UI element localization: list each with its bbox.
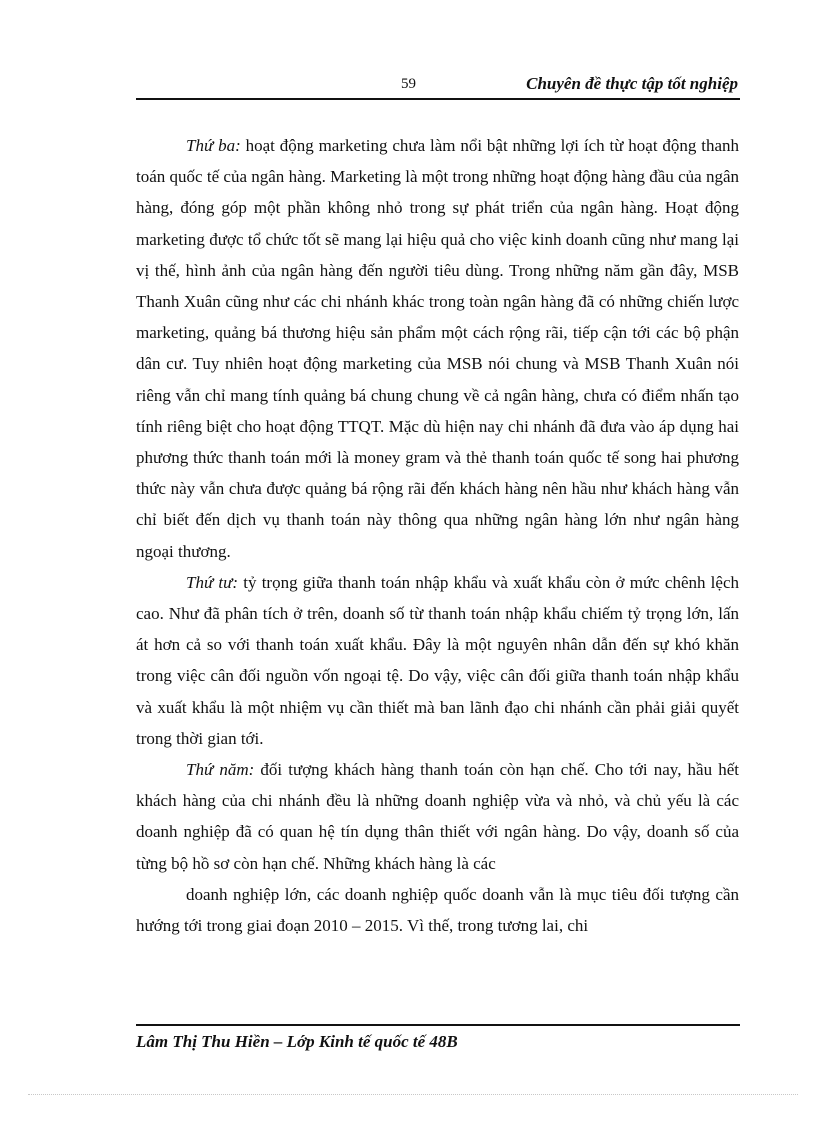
page-bottom-edge	[28, 1094, 798, 1095]
paragraph-text: doanh nghiệp lớn, các doanh nghiệp quốc doanh vẫn là mục tiêu đối tượng cần hướng tới trong giai đoạn 2010 – 2015. Vì thế, trong tương lai, chi	[136, 884, 739, 936]
paragraph-lead: Thứ tư:	[186, 572, 239, 592]
paragraph-lead: Thứ năm:	[186, 760, 255, 780]
page-footer	[136, 1024, 740, 1052]
body-text	[136, 130, 739, 941]
paragraph-thu-ba	[136, 130, 739, 567]
paragraph-text: tỷ trọng giữa thanh toán nhập khẩu và xuất khẩu còn ở mức chênh lệch cao. Như đã phân tích ở trên, doanh số từ thanh toán nhập khẩu chiếm tỷ trọng lớn, lấn át hơn cả so với thanh toán xuất khẩu. Đây là một nguyên nhân dẫn đến sự khó khăn trong việc cân đối nguồn vốn ngoại tệ. Do vậy, việc cân đối giữa thanh toán nhập khẩu và xuất khẩu là một nhiệm vụ cần thiết mà ban lãnh đạo chi nhánh cần phải giải quyết trong thời gian tới.	[136, 572, 739, 748]
paragraph-text: đối tượng khách hàng thanh toán còn hạn chế. Cho tới nay, hầu hết khách hàng của chi nhánh đều là những doanh nghiệp vừa và nhỏ, và chủ yếu là các doanh nghiệp đã có quan hệ tín dụng thân thiết với ngân hàng. Do vậy, doanh số của từng bộ hồ sơ còn hạn chế. Những khách hàng là các	[136, 760, 739, 873]
footer-author: Lâm Thị Thu Hiền – Lớp Kinh tế quốc tế 48B	[136, 1032, 458, 1051]
document-title: Chuyên đề thực tập tốt nghiệp	[526, 74, 738, 93]
paragraph-thu-nam	[136, 754, 739, 879]
paragraph-text: hoạt động marketing chưa làm nổi bật những lợi ích từ hoạt động thanh toán quốc tế của ngân hàng. Marketing là một trong những hoạt động hàng đầu của ngân hàng, đóng góp một phần không nhỏ trong sự phát triển của ngân hàng. Hoạt động marketing được tổ chức tốt sẽ mang lại hiệu quả cho việc kinh doanh cũng như mang lại vị thế, hình ảnh của ngân hàng đến người tiêu dùng. Trong những năm gần đây, MSB Thanh Xuân cũng như các chi nhánh khác trong toàn ngân hàng đã có những chiến lược marketing, quảng bá thương hiệu sản phẩm một cách rộng rãi, tiếp cận tới các bộ phận dân cư. Tuy nhiên hoạt động marketing của MSB nói chung và MSB Thanh Xuân nói riêng vẫn chỉ mang tính quảng bá chung chung về cả ngân hàng, chưa có điểm nhấn tạo tính riêng biệt cho hoạt động TTQT. Mặc dù hiện nay chi nhánh đã đưa vào áp dụng hai phương thức thanh toán mới là money gram và thẻ thanh toán quốc tế song hai phương thức này vẫn chưa được quảng bá rộng rãi đến khách hàng nên hầu như khách hàng vẫn chỉ biết đến dịch vụ thanh toán này thông qua những ngân hàng lớn như ngân hàng ngoại thương.	[136, 136, 740, 561]
paragraph-lead: Thứ ba:	[186, 136, 241, 155]
paragraph-continuation	[136, 879, 739, 941]
page-number: 59	[401, 76, 416, 92]
paragraph-thu-tu	[136, 567, 739, 754]
page-header	[136, 72, 740, 100]
